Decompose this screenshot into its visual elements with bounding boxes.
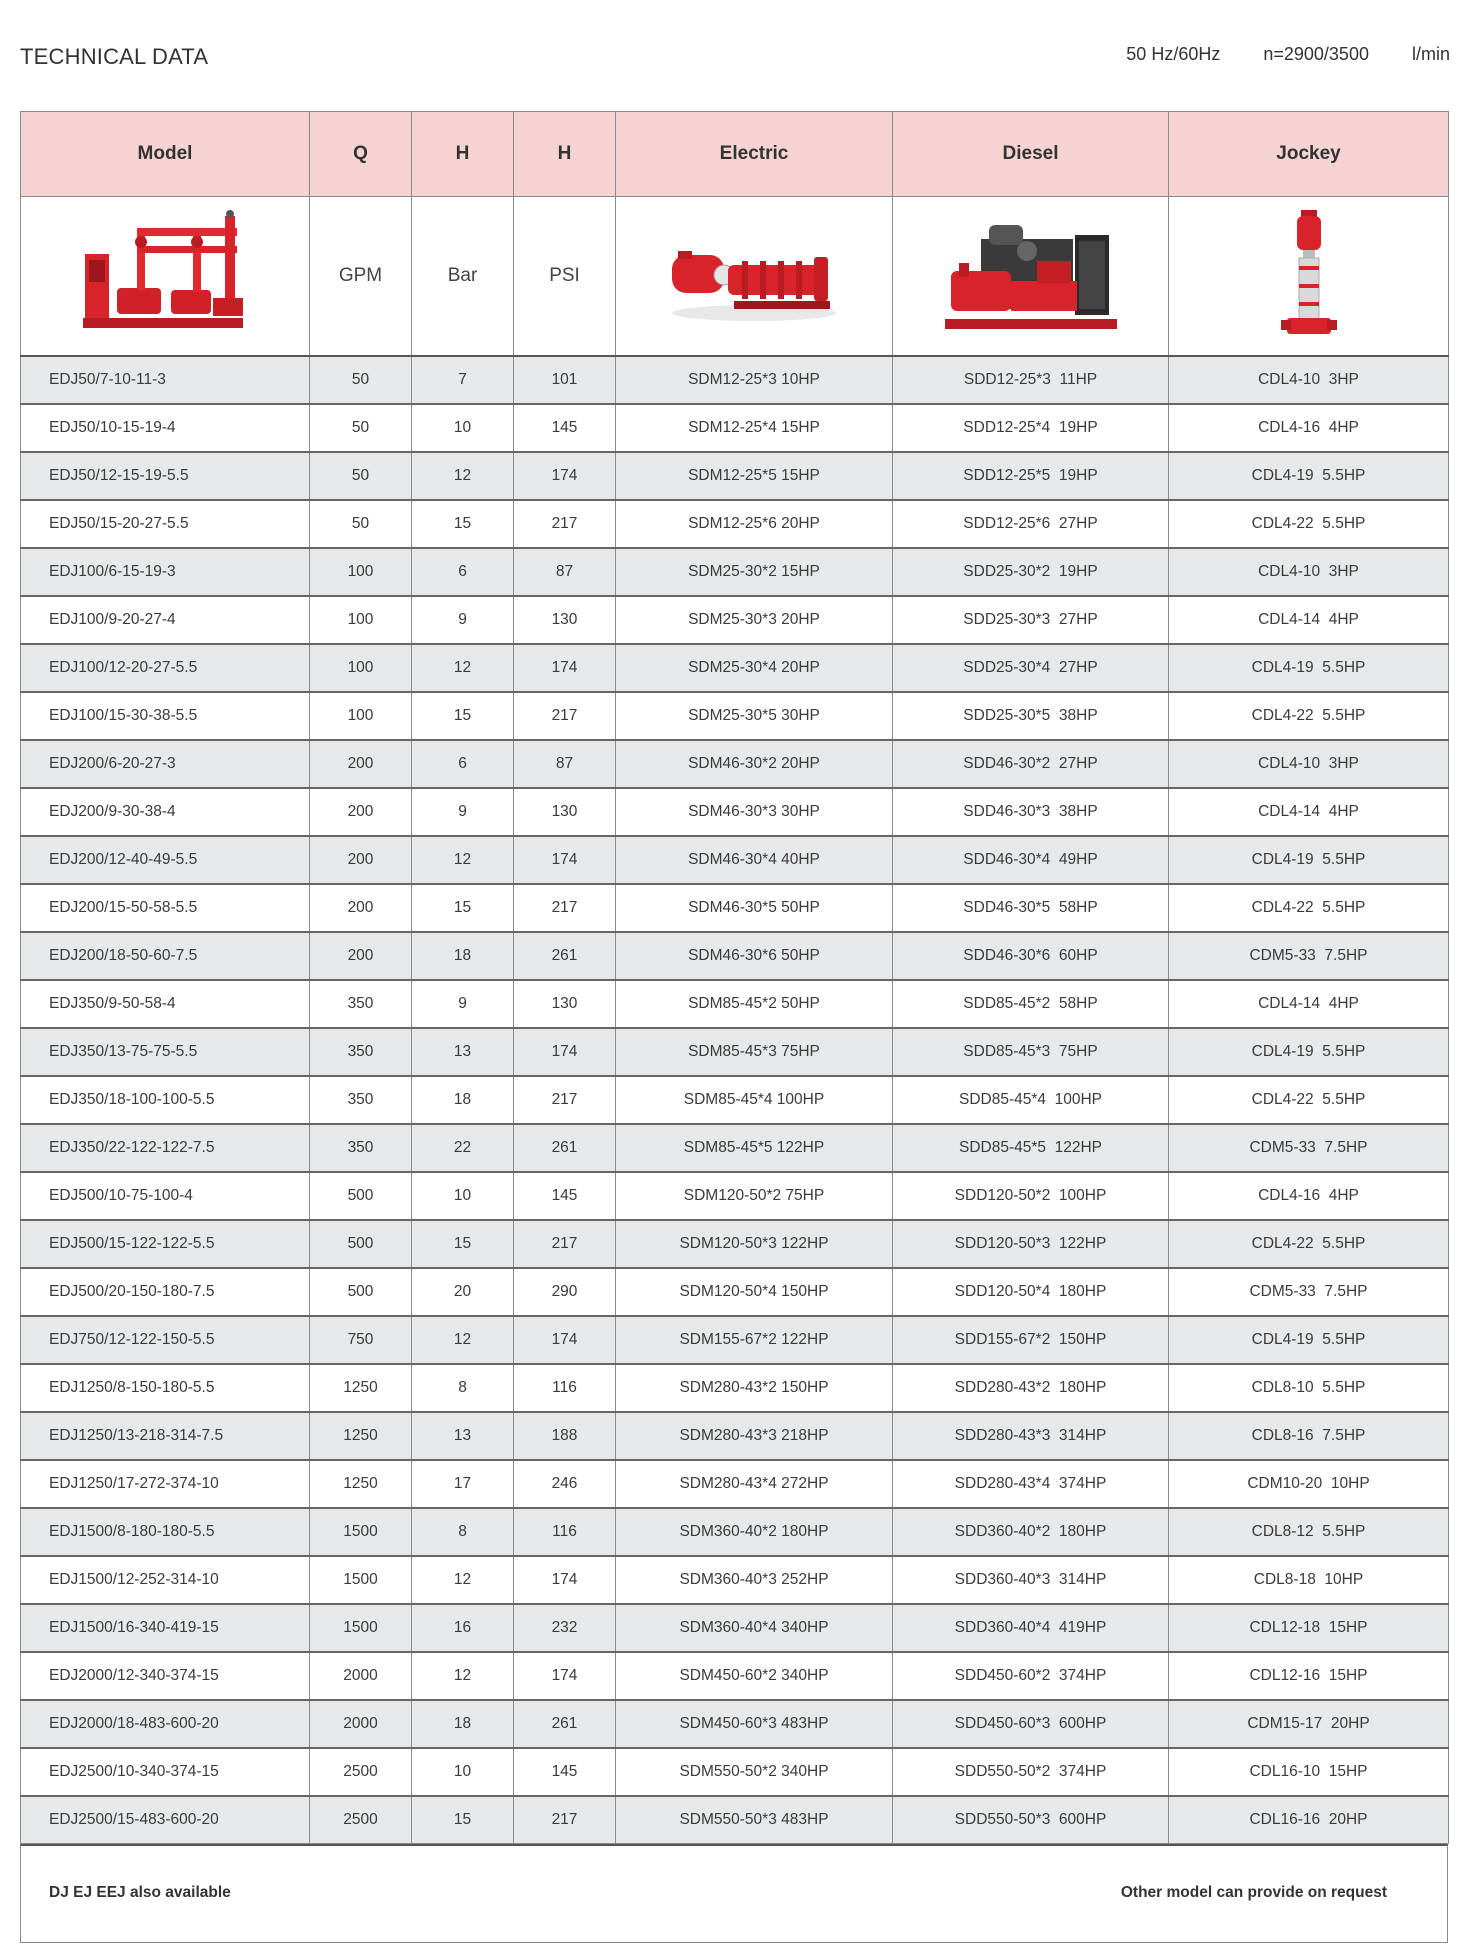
h-bar-cell: 7 [412,356,514,404]
jockey-cell: CDM5-33 7.5HP [1169,1124,1449,1172]
model-cell: EDJ50/12-15-19-5.5 [21,452,310,500]
jockey-pump-image-cell [1169,197,1449,357]
model-cell: EDJ100/6-15-19-3 [21,548,310,596]
model-cell: EDJ100/15-30-38-5.5 [21,692,310,740]
table-row [21,1652,1449,1700]
jockey-cell: CDM5-33 7.5HP [1169,1268,1449,1316]
electric-cell: SDM450-60*2 340HP [616,1652,893,1700]
diesel-cell: SDD85-45*2 58HP [893,980,1169,1028]
model-cell: EDJ200/15-50-58-5.5 [21,884,310,932]
jockey-cell: CDL4-19 5.5HP [1169,1028,1449,1076]
diesel-cell: SDD155-67*2 150HP [893,1316,1169,1364]
jockey-cell: CDL4-22 5.5HP [1169,692,1449,740]
q-cell: 200 [310,740,412,788]
h-psi-cell: 145 [514,404,616,452]
model-cell: EDJ350/9-50-58-4 [21,980,310,1028]
h-bar-cell: 12 [412,644,514,692]
table-row [21,1412,1449,1460]
table-row [21,1268,1449,1316]
model-cell: EDJ350/18-100-100-5.5 [21,1076,310,1124]
h-psi-cell: 174 [514,1652,616,1700]
q-cell: 50 [310,356,412,404]
electric-pump-image [664,221,844,331]
electric-cell: SDM280-43*2 150HP [616,1364,893,1412]
data-rows [21,356,1449,1844]
model-cell: EDJ200/9-30-38-4 [21,788,310,836]
jockey-cell: CDL12-18 15HP [1169,1604,1449,1652]
column-header-row [21,112,1449,197]
diesel-cell: SDD46-30*4 49HP [893,836,1169,884]
h-psi-cell: 174 [514,452,616,500]
spec-summary [1088,44,1450,65]
h-psi-cell: 217 [514,1220,616,1268]
q-cell: 1500 [310,1556,412,1604]
h-psi-cell: 145 [514,1172,616,1220]
h-psi-cell: 232 [514,1604,616,1652]
q-cell: 350 [310,980,412,1028]
diesel-cell: SDD25-30*3 27HP [893,596,1169,644]
column-header-h-psi: H [514,112,616,197]
technical-data-table [20,111,1449,1844]
model-cell: EDJ500/15-122-122-5.5 [21,1220,310,1268]
h-psi-cell: 87 [514,548,616,596]
h-psi-cell: 116 [514,1508,616,1556]
h-bar-cell: 6 [412,740,514,788]
jockey-cell: CDM15-17 20HP [1169,1700,1449,1748]
image-unit-row [21,197,1449,357]
electric-cell: SDM85-45*3 75HP [616,1028,893,1076]
jockey-cell: CDL4-22 5.5HP [1169,884,1449,932]
h-psi-cell: 290 [514,1268,616,1316]
q-cell: 500 [310,1220,412,1268]
h-bar-cell: 15 [412,692,514,740]
h-bar-cell: 12 [412,1316,514,1364]
q-cell: 2000 [310,1652,412,1700]
jockey-cell: CDL4-22 5.5HP [1169,1220,1449,1268]
electric-cell: SDM46-30*4 40HP [616,836,893,884]
diesel-cell: SDD85-45*5 122HP [893,1124,1169,1172]
model-cell: EDJ1250/17-272-374-10 [21,1460,310,1508]
electric-cell: SDM46-30*5 50HP [616,884,893,932]
h-psi-cell: 87 [514,740,616,788]
diesel-pump-image [941,211,1121,341]
jockey-cell: CDM5-33 7.5HP [1169,932,1449,980]
table-row [21,1556,1449,1604]
electric-pump-image-cell [616,197,893,357]
diesel-cell: SDD120-50*4 180HP [893,1268,1169,1316]
table-row [21,644,1449,692]
q-cell: 1250 [310,1412,412,1460]
diesel-cell: SDD360-40*3 314HP [893,1556,1169,1604]
model-cell: EDJ350/13-75-75-5.5 [21,1028,310,1076]
diesel-cell: SDD12-25*6 27HP [893,500,1169,548]
h-psi-cell: 217 [514,692,616,740]
speed-label: n=2900/3500 [1263,44,1369,64]
electric-cell: SDM120-50*2 75HP [616,1172,893,1220]
jockey-cell: CDL16-16 20HP [1169,1796,1449,1844]
h-bar-cell: 9 [412,788,514,836]
h-bar-cell: 9 [412,980,514,1028]
h-bar-cell: 15 [412,1796,514,1844]
h-psi-cell: 116 [514,1364,616,1412]
diesel-cell: SDD450-60*3 600HP [893,1700,1169,1748]
table-row [21,548,1449,596]
unit-gpm: GPM [310,197,412,357]
model-cell: EDJ50/15-20-27-5.5 [21,500,310,548]
h-psi-cell: 217 [514,500,616,548]
column-header-q: Q [310,112,412,197]
q-cell: 350 [310,1124,412,1172]
diesel-cell: SDD12-25*4 19HP [893,404,1169,452]
jockey-cell: CDL4-19 5.5HP [1169,644,1449,692]
diesel-cell: SDD46-30*6 60HP [893,932,1169,980]
model-cell: EDJ50/7-10-11-3 [21,356,310,404]
model-cell: EDJ200/6-20-27-3 [21,740,310,788]
h-bar-cell: 15 [412,1220,514,1268]
h-bar-cell: 18 [412,932,514,980]
diesel-cell: SDD46-30*3 38HP [893,788,1169,836]
h-bar-cell: 15 [412,884,514,932]
table-row [21,740,1449,788]
h-bar-cell: 22 [412,1124,514,1172]
model-cell: EDJ2500/10-340-374-15 [21,1748,310,1796]
h-bar-cell: 10 [412,404,514,452]
electric-cell: SDM85-45*4 100HP [616,1076,893,1124]
table-row [21,1124,1449,1172]
column-header-h-bar: H [412,112,514,197]
column-header-jockey: Jockey [1169,112,1449,197]
model-cell: EDJ100/12-20-27-5.5 [21,644,310,692]
jockey-cell: CDL4-19 5.5HP [1169,452,1449,500]
h-psi-cell: 130 [514,788,616,836]
q-cell: 100 [310,596,412,644]
table-row [21,1508,1449,1556]
jockey-cell: CDM10-20 10HP [1169,1460,1449,1508]
q-cell: 200 [310,788,412,836]
model-cell: EDJ500/10-75-100-4 [21,1172,310,1220]
column-header-model: Model [21,112,310,197]
electric-cell: SDM12-25*6 20HP [616,500,893,548]
model-cell: EDJ1500/8-180-180-5.5 [21,1508,310,1556]
technical-data-table-wrapper [20,111,1448,1943]
electric-cell: SDM280-43*3 218HP [616,1412,893,1460]
column-header-diesel: Diesel [893,112,1169,197]
diesel-cell: SDD550-50*2 374HP [893,1748,1169,1796]
table-row [21,1364,1449,1412]
jockey-pump-image [1279,206,1339,346]
electric-cell: SDM360-40*4 340HP [616,1604,893,1652]
q-cell: 1500 [310,1604,412,1652]
q-cell: 200 [310,932,412,980]
q-cell: 200 [310,884,412,932]
jockey-cell: CDL4-10 3HP [1169,740,1449,788]
footer-notes [20,1844,1448,1943]
electric-cell: SDM550-50*3 483HP [616,1796,893,1844]
h-psi-cell: 145 [514,1748,616,1796]
table-row [21,932,1449,980]
h-bar-cell: 15 [412,500,514,548]
h-psi-cell: 174 [514,836,616,884]
diesel-cell: SDD46-30*5 58HP [893,884,1169,932]
h-bar-cell: 16 [412,1604,514,1652]
electric-cell: SDM450-60*3 483HP [616,1700,893,1748]
table-row [21,596,1449,644]
q-cell: 1250 [310,1364,412,1412]
jockey-cell: CDL12-16 15HP [1169,1652,1449,1700]
table-row [21,356,1449,404]
electric-cell: SDM46-30*3 30HP [616,788,893,836]
h-bar-cell: 9 [412,596,514,644]
h-psi-cell: 174 [514,1316,616,1364]
jockey-cell: CDL4-10 3HP [1169,356,1449,404]
h-bar-cell: 8 [412,1364,514,1412]
q-cell: 2500 [310,1796,412,1844]
electric-cell: SDM360-40*3 252HP [616,1556,893,1604]
h-bar-cell: 12 [412,1556,514,1604]
table-row [21,404,1449,452]
electric-cell: SDM46-30*6 50HP [616,932,893,980]
h-bar-cell: 20 [412,1268,514,1316]
h-psi-cell: 174 [514,1028,616,1076]
h-psi-cell: 261 [514,1124,616,1172]
h-bar-cell: 10 [412,1172,514,1220]
h-bar-cell: 17 [412,1460,514,1508]
diesel-cell: SDD120-50*2 100HP [893,1172,1169,1220]
diesel-cell: SDD550-50*3 600HP [893,1796,1169,1844]
electric-cell: SDM25-30*3 20HP [616,596,893,644]
frequency-label: 50 Hz/60Hz [1126,44,1221,64]
model-cell: EDJ2000/12-340-374-15 [21,1652,310,1700]
q-cell: 2500 [310,1748,412,1796]
unit-bar: Bar [412,197,514,357]
model-cell: EDJ2000/18-483-600-20 [21,1700,310,1748]
h-psi-cell: 246 [514,1460,616,1508]
q-cell: 100 [310,548,412,596]
model-cell: EDJ2500/15-483-600-20 [21,1796,310,1844]
diesel-cell: SDD12-25*5 19HP [893,452,1169,500]
h-bar-cell: 13 [412,1028,514,1076]
table-row [21,1700,1449,1748]
model-cell: EDJ100/9-20-27-4 [21,596,310,644]
model-cell: EDJ1500/12-252-314-10 [21,1556,310,1604]
jockey-cell: CDL4-14 4HP [1169,980,1449,1028]
electric-cell: SDM120-50*4 150HP [616,1268,893,1316]
table-row [21,1028,1449,1076]
model-cell: EDJ1250/13-218-314-7.5 [21,1412,310,1460]
h-bar-cell: 18 [412,1700,514,1748]
h-psi-cell: 261 [514,1700,616,1748]
unit-psi: PSI [514,197,616,357]
q-cell: 500 [310,1172,412,1220]
diesel-pump-image-cell [893,197,1169,357]
table-row [21,692,1449,740]
h-bar-cell: 8 [412,1508,514,1556]
q-cell: 350 [310,1028,412,1076]
diesel-cell: SDD25-30*5 38HP [893,692,1169,740]
electric-cell: SDM85-45*2 50HP [616,980,893,1028]
model-cell: EDJ50/10-15-19-4 [21,404,310,452]
table-row [21,884,1449,932]
h-bar-cell: 10 [412,1748,514,1796]
table-row [21,1076,1449,1124]
table-row [21,1796,1449,1844]
q-cell: 500 [310,1268,412,1316]
h-bar-cell: 12 [412,1652,514,1700]
jockey-cell: CDL4-14 4HP [1169,596,1449,644]
diesel-cell: SDD85-45*3 75HP [893,1028,1169,1076]
model-cell: EDJ750/12-122-150-5.5 [21,1316,310,1364]
jockey-cell: CDL4-10 3HP [1169,548,1449,596]
h-psi-cell: 174 [514,644,616,692]
h-psi-cell: 188 [514,1412,616,1460]
table-row [21,500,1449,548]
h-psi-cell: 101 [514,356,616,404]
h-psi-cell: 217 [514,884,616,932]
electric-cell: SDM550-50*2 340HP [616,1748,893,1796]
model-cell: EDJ500/20-150-180-7.5 [21,1268,310,1316]
h-psi-cell: 261 [514,932,616,980]
jockey-cell: CDL8-10 5.5HP [1169,1364,1449,1412]
jockey-cell: CDL8-12 5.5HP [1169,1508,1449,1556]
footer-left-note: DJ EJ EEJ also available [49,1884,231,1901]
electric-cell: SDM360-40*2 180HP [616,1508,893,1556]
q-cell: 100 [310,644,412,692]
jockey-cell: CDL4-16 4HP [1169,1172,1449,1220]
table-row [21,980,1449,1028]
column-header-electric: Electric [616,112,893,197]
q-cell: 1250 [310,1460,412,1508]
diesel-cell: SDD280-43*4 374HP [893,1460,1169,1508]
h-psi-cell: 217 [514,1796,616,1844]
diesel-cell: SDD85-45*4 100HP [893,1076,1169,1124]
jockey-cell: CDL4-19 5.5HP [1169,1316,1449,1364]
diesel-cell: SDD360-40*2 180HP [893,1508,1169,1556]
model-cell: EDJ350/22-122-122-7.5 [21,1124,310,1172]
h-bar-cell: 6 [412,548,514,596]
h-psi-cell: 130 [514,596,616,644]
document-title: TECHNICAL DATA [20,44,209,69]
h-psi-cell: 130 [514,980,616,1028]
jockey-cell: CDL8-16 7.5HP [1169,1412,1449,1460]
jockey-cell: CDL4-22 5.5HP [1169,1076,1449,1124]
jockey-cell: CDL4-16 4HP [1169,404,1449,452]
unit-label: l/min [1411,44,1450,64]
table-row [21,1460,1449,1508]
electric-cell: SDM25-30*4 20HP [616,644,893,692]
table-row [21,836,1449,884]
jockey-cell: CDL16-10 15HP [1169,1748,1449,1796]
q-cell: 2000 [310,1700,412,1748]
h-bar-cell: 18 [412,1076,514,1124]
electric-cell: SDM12-25*3 10HP [616,356,893,404]
electric-cell: SDM280-43*4 272HP [616,1460,893,1508]
table-row [21,452,1449,500]
q-cell: 750 [310,1316,412,1364]
q-cell: 200 [310,836,412,884]
q-cell: 100 [310,692,412,740]
footer-right-note: Other model can provide on request [1120,1884,1387,1901]
electric-cell: SDM120-50*3 122HP [616,1220,893,1268]
diesel-cell: SDD25-30*4 27HP [893,644,1169,692]
jockey-cell: CDL8-18 10HP [1169,1556,1449,1604]
electric-cell: SDM46-30*2 20HP [616,740,893,788]
table-row [21,1604,1449,1652]
page-header [20,38,1450,74]
diesel-cell: SDD25-30*2 19HP [893,548,1169,596]
electric-cell: SDM25-30*5 30HP [616,692,893,740]
jockey-cell: CDL4-14 4HP [1169,788,1449,836]
q-cell: 50 [310,500,412,548]
model-cell: EDJ1500/16-340-419-15 [21,1604,310,1652]
q-cell: 50 [310,452,412,500]
diesel-cell: SDD280-43*3 314HP [893,1412,1169,1460]
q-cell: 1500 [310,1508,412,1556]
fire-pump-set-image-cell [21,197,310,357]
diesel-cell: SDD450-60*2 374HP [893,1652,1169,1700]
jockey-cell: CDL4-22 5.5HP [1169,500,1449,548]
model-cell: EDJ200/18-50-60-7.5 [21,932,310,980]
fire-pump-set-image [75,206,255,346]
model-cell: EDJ200/12-40-49-5.5 [21,836,310,884]
table-row [21,1316,1449,1364]
h-bar-cell: 12 [412,836,514,884]
diesel-cell: SDD12-25*3 11HP [893,356,1169,404]
table-row [21,1748,1449,1796]
h-bar-cell: 12 [412,452,514,500]
h-bar-cell: 13 [412,1412,514,1460]
electric-cell: SDM85-45*5 122HP [616,1124,893,1172]
diesel-cell: SDD360-40*4 419HP [893,1604,1169,1652]
diesel-cell: SDD46-30*2 27HP [893,740,1169,788]
table-row [21,1172,1449,1220]
electric-cell: SDM12-25*4 15HP [616,404,893,452]
table-row [21,1220,1449,1268]
h-psi-cell: 217 [514,1076,616,1124]
q-cell: 350 [310,1076,412,1124]
model-cell: EDJ1250/8-150-180-5.5 [21,1364,310,1412]
h-psi-cell: 174 [514,1556,616,1604]
electric-cell: SDM155-67*2 122HP [616,1316,893,1364]
electric-cell: SDM12-25*5 15HP [616,452,893,500]
diesel-cell: SDD280-43*2 180HP [893,1364,1169,1412]
q-cell: 50 [310,404,412,452]
jockey-cell: CDL4-19 5.5HP [1169,836,1449,884]
electric-cell: SDM25-30*2 15HP [616,548,893,596]
table-row [21,788,1449,836]
diesel-cell: SDD120-50*3 122HP [893,1220,1169,1268]
